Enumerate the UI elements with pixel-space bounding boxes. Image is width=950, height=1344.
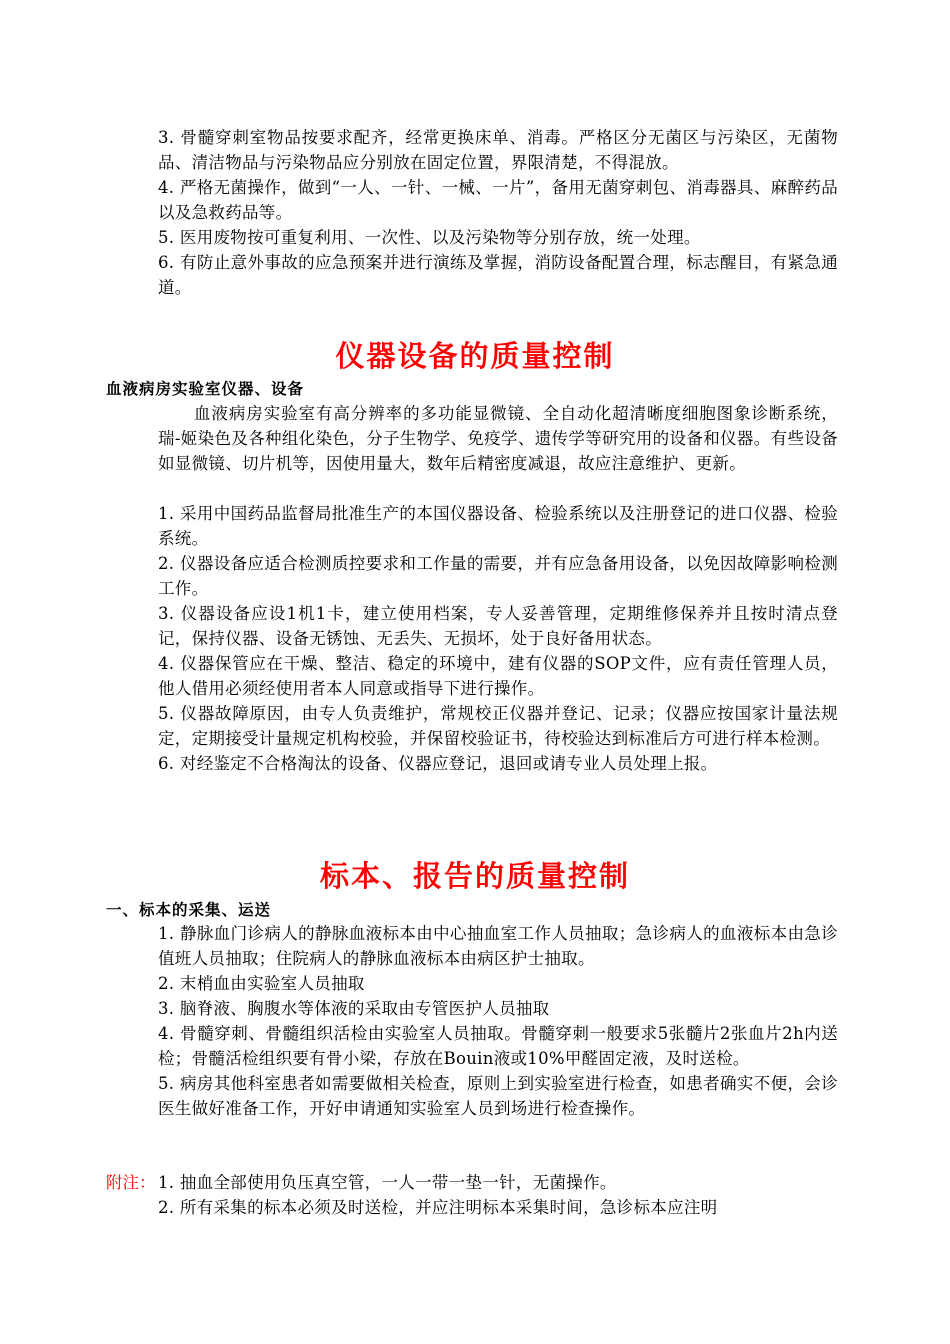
list-item: 1. 采用中国药品监督局批准生产的本国仪器设备、检验系统以及注册登记的进口仪器、检验系统。 xyxy=(158,504,838,548)
list-item: 6. 有防止意外事故的应急预案并进行演练及掌握，消防设备配置合理，标志醒目，有紧急通道。 xyxy=(158,253,838,297)
list-item: 2. 末梢血由实验室人员抽取 xyxy=(158,974,365,993)
section3-list xyxy=(158,921,838,1121)
section3-subtitle: 一、标本的采集、运送 xyxy=(106,901,272,919)
list-item: 1. 静脉血门诊病人的静脉血液标本由中心抽血室工作人员抽取；急诊病人的血液标本由急诊值班人员抽取；住院病人的静脉血液标本由病区护士抽取。 xyxy=(158,924,838,968)
list-item: 6. 对经鉴定不合格淘汰的设备、仪器应登记，退回或请专业人员处理上报。 xyxy=(158,754,718,773)
list-item: 4. 仪器保管应在干燥、整洁、稳定的环境中，建有仪器的SOP文件，应有责任管理人员，他人借用必须经使用者本人同意或指导下进行操作。 xyxy=(158,654,838,698)
list-item: 5. 仪器故障原因，由专人负责维护，常规校正仪器并登记、记录；仪器应按国家计量法规定，定期接受计量规定机构校验，并保留校验证书，待校验达到标准后方可进行样本检测。 xyxy=(158,704,838,748)
section1-list xyxy=(158,125,838,300)
note-item: 1. 抽血全部使用负压真空管，一人一带一垫一针，无菌操作。 xyxy=(158,1173,617,1192)
list-item: 4. 骨髓穿刺、骨髓组织活检由实验室人员抽取。骨髓穿刺一般要求5张髓片2张血片2h内送检；骨髓活检组织要有骨小梁，存放在Bouin液或10%甲醛固定液，及时送检。 xyxy=(158,1024,838,1068)
note-label: 附注： xyxy=(106,1173,156,1192)
list-item: 5. 病房其他科室患者如需要做相关检查，原则上到实验室进行检查，如患者确实不便，会诊医生做好准备工作，开好申请通知实验室人员到场进行检查操作。 xyxy=(158,1074,838,1118)
section2-title: 仪器设备的质量控制 xyxy=(335,339,615,373)
notes-list xyxy=(158,1170,838,1220)
section3-title: 标本、报告的质量控制 xyxy=(319,859,630,893)
list-item: 3. 仪器设备应设1机1卡，建立使用档案，专人妥善管理，定期维修保养并且按时清点登记，保持仪器、设备无锈蚀、无丢失、无损坏，处于良好备用状态。 xyxy=(158,604,838,648)
section2-intro: 血液病房实验室有高分辨率的多功能显微镜、全自动化超清晰度细胞图象诊断系统，瑞-姬染色及各种组化染色，分子生物学、免疫学、遗传学等研究用的设备和仪器。有些设备如显微镜、切片机等，因使用量大，数年后精密度减退，故应注意维护、更新。 xyxy=(158,404,838,473)
list-item: 5. 医用废物按可重复利用、一次性、以及污染物等分别存放，统一处理。 xyxy=(158,228,701,247)
list-item: 2. 仪器设备应适合检测质控要求和工作量的需要，并有应急备用设备，以免因故障影响检测工作。 xyxy=(158,554,838,598)
list-item: 3. 脑脊液、胸腹水等体液的采取由专管医护人员抽取 xyxy=(158,999,550,1018)
section2-body xyxy=(158,401,838,776)
note-item: 2. 所有采集的标本必须及时送检，并应注明标本采集时间，急诊标本应注明 xyxy=(158,1198,718,1217)
blank-line xyxy=(158,476,838,501)
section2-subtitle: 血液病房实验室仪器、设备 xyxy=(106,380,305,398)
list-item: 4. 严格无菌操作，做到“一人、一针、一械、一片”，备用无菌穿刺包、消毒器具、麻醉药品以及急救药品等。 xyxy=(158,178,838,222)
list-item: 3. 骨髓穿刺室物品按要求配齐，经常更换床单、消毒。严格区分无菌区与污染区，无菌物品、清洁物品与污染物品应分别放在固定位置，界限清楚，不得混放。 xyxy=(158,128,838,172)
